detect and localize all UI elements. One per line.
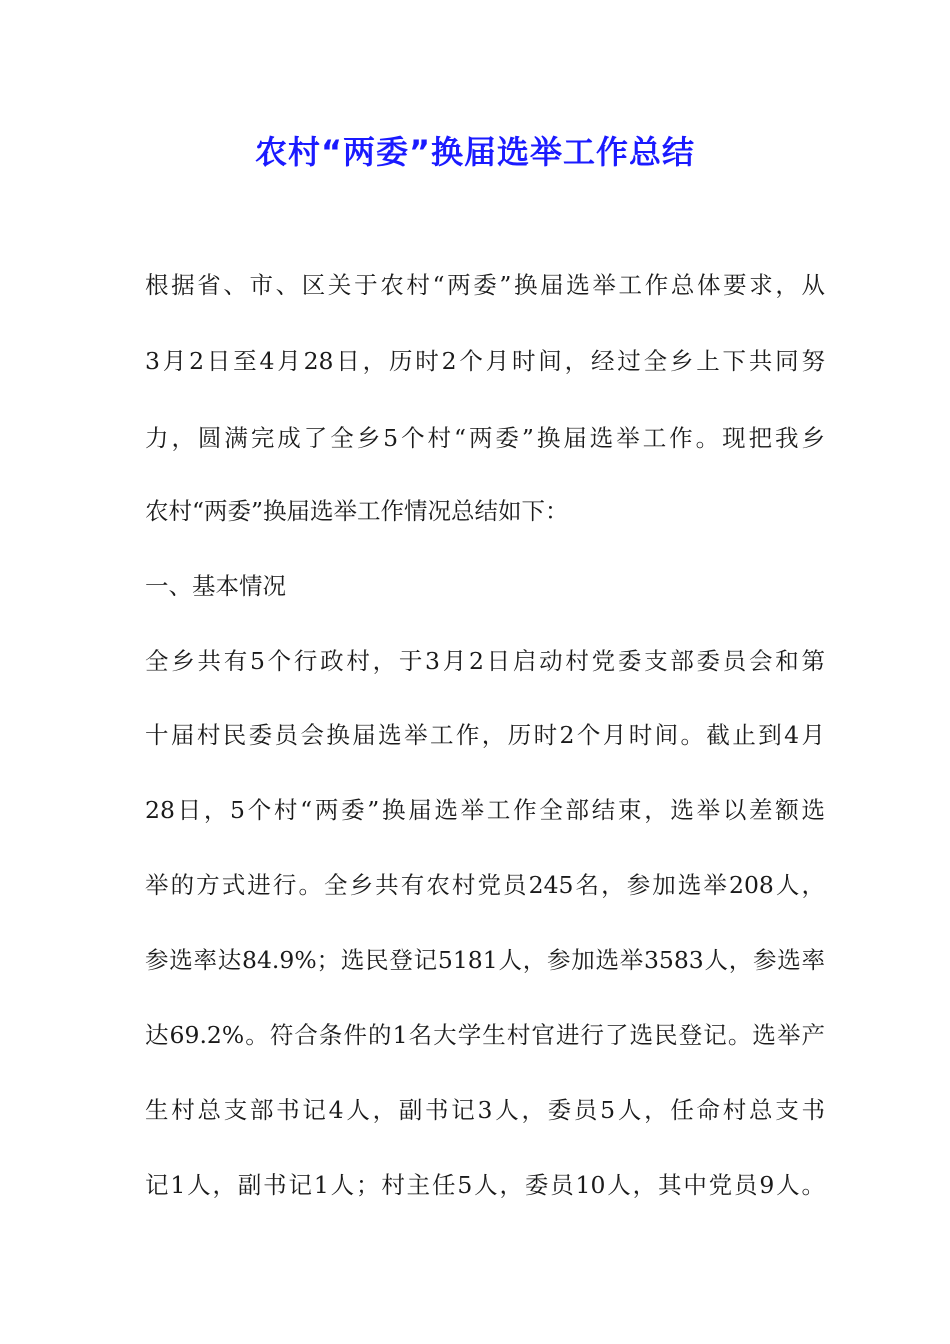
paragraph-line: 根据省、市、区关于农村“两委”换届选举工作总体要求，从: [145, 271, 825, 299]
paragraph-line: 全乡共有5个行政村，于3月2日启动村党委支部委员会和第: [145, 647, 825, 675]
paragraph-line: 达69.2%。符合条件的1名大学生村官进行了选民登记。选举产: [145, 1021, 825, 1049]
paragraph-line: 十届村民委员会换届选举工作，历时2个月时间。截止到4月: [145, 721, 825, 749]
paragraph-line: 举的方式进行。全乡共有农村党员245名，参加选举208人，: [145, 871, 825, 899]
paragraph-line: 生村总支部书记4人，副书记3人，委员5人，任命村总支书: [145, 1096, 825, 1124]
section-heading: 一、基本情况: [145, 572, 286, 600]
document-title: 农村“两委”换届选举工作总结: [254, 133, 696, 171]
paragraph-line: 28日，5个村“两委”换届选举工作全部结束，选举以差额选: [145, 796, 825, 824]
paragraph-line: 力，圆满完成了全乡5个村“两委”换届选举工作。现把我乡: [145, 424, 825, 452]
paragraph-line: 记1人，副书记1人；村主任5人，委员10人，其中党员9人。: [145, 1171, 825, 1199]
paragraph-line: 3月2日至4月28日，历时2个月时间，经过全乡上下共同努: [145, 347, 825, 375]
paragraph-line: 农村“两委”换届选举工作情况总结如下：: [145, 497, 569, 525]
paragraph-line: 参选率达84.9%；选民登记5181人，参加选举3583人，参选率: [145, 946, 825, 974]
